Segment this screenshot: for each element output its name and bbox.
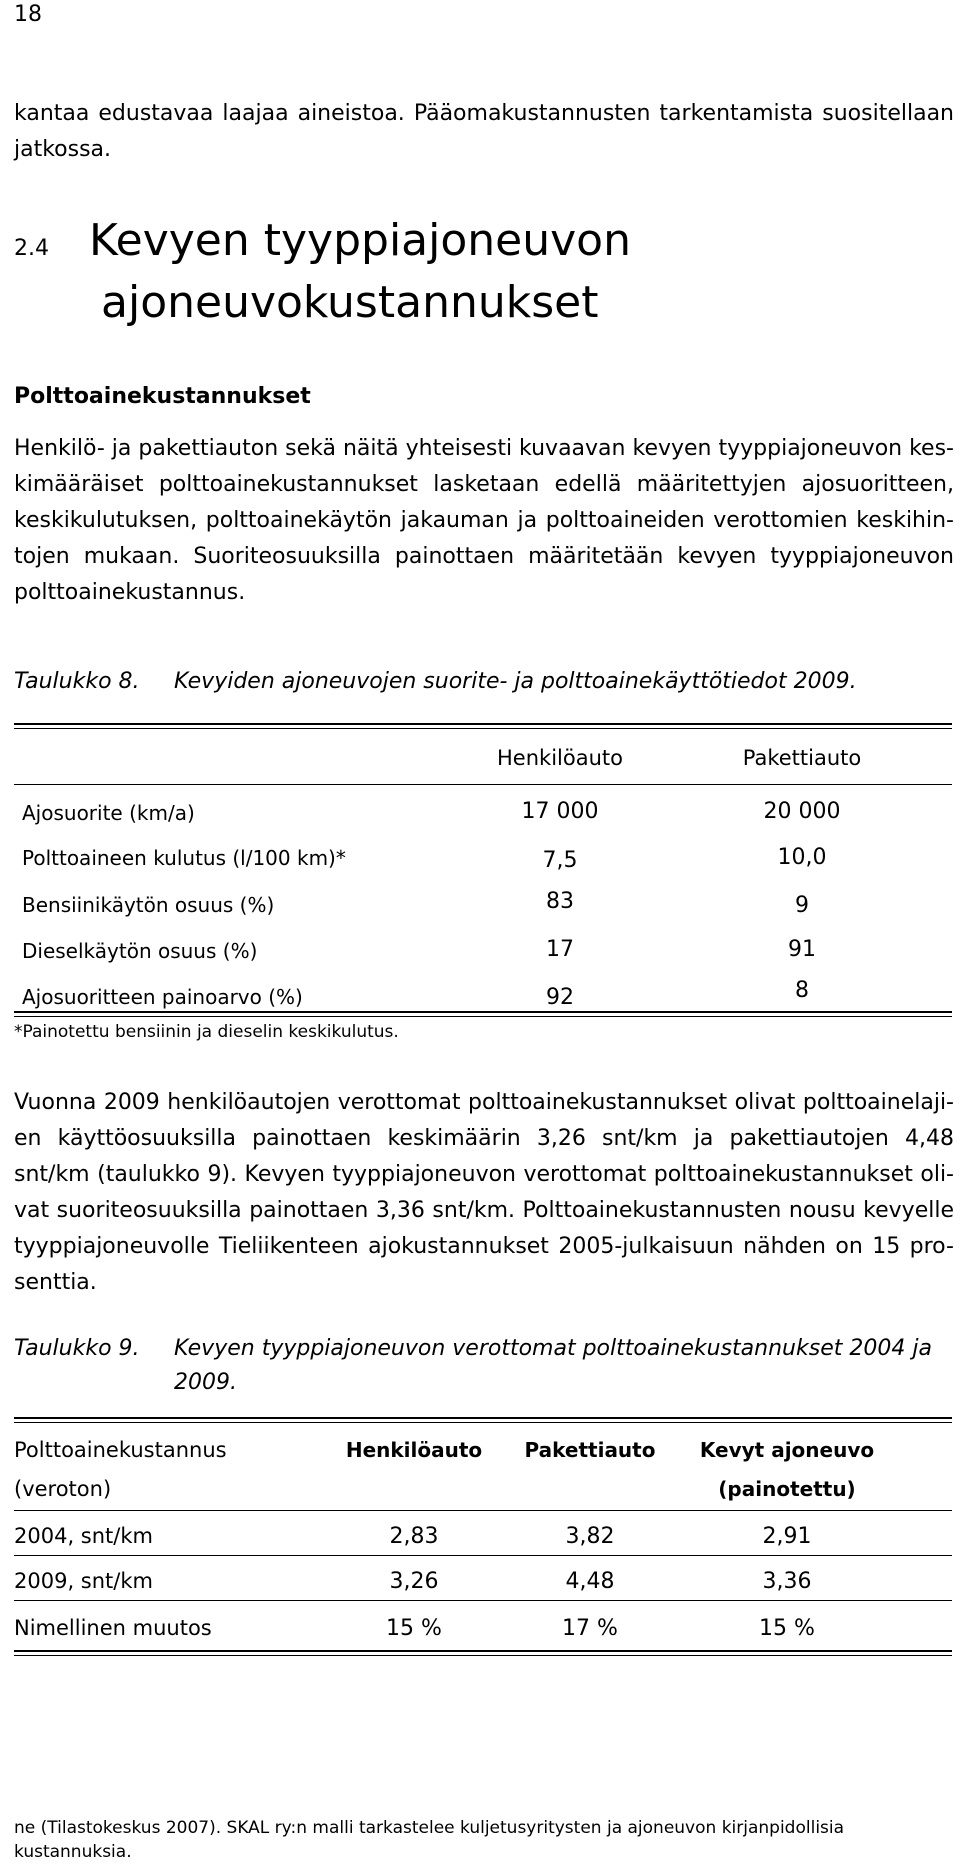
table-9-header-light: Kevyt ajoneuvo (699, 1438, 875, 1462)
table-9-row-rule (14, 1555, 952, 1556)
text-line: tyyppiajoneuvolle Tieliikenteen ajokustannukset 2005-julkaisuun nähden on 15 pro- (14, 1234, 954, 1259)
section-title-line-1: Kevyen tyyppiajoneuvon (89, 215, 631, 266)
table-8-row-car: 92 (546, 985, 574, 1010)
table-9-bottom-rule-inner (14, 1655, 952, 1656)
table-8-row-van: 9 (795, 893, 809, 918)
table-9-row-rule (14, 1600, 952, 1601)
table-9-row-light: 2,91 (762, 1524, 812, 1549)
table-8-row-label: Ajosuorite (km/a) (22, 801, 195, 825)
table-9-row-label: 2009, snt/km (14, 1569, 153, 1593)
table-8-bottom-rule (14, 1011, 952, 1013)
table-9-row-label: 2004, snt/km (14, 1524, 153, 1548)
table-9-header-label: Polttoainekustannus (14, 1438, 227, 1462)
text-line: en käyttöosuuksilla painottaen keskimäärin 3,26 snt/km ja pakettiautojen 4,48 (14, 1126, 954, 1151)
table-8-row-car: 83 (546, 889, 574, 914)
table-8-row-label: Ajosuoritteen painoarvo (%) (22, 985, 303, 1009)
section-title-line-2: ajoneuvokustannukset (101, 277, 599, 328)
table-9-row-car: 3,26 (389, 1569, 439, 1594)
table-9-top-rule-inner (14, 1422, 952, 1423)
text-line: polttoainekustannus. (14, 580, 246, 605)
table-8-row-car: 17 (546, 937, 574, 962)
text-line: keskikulutuksen, polttoainekäytön jakauman ja polttoaineiden verottomien keskihin- (14, 508, 954, 533)
table-9-caption (14, 1332, 954, 1402)
table-9-header-label: (veroton) (14, 1477, 112, 1501)
text-line: senttia. (14, 1270, 97, 1295)
table-9-label: Taulukko 9. (14, 1336, 140, 1361)
table-8-row-car: 7,5 (542, 848, 578, 873)
table-9-row-car: 2,83 (389, 1524, 439, 1549)
table-8-top-rule-inner (14, 728, 952, 729)
table-8-title: Kevyiden ajoneuvojen suorite- ja polttoainekäyttötiedot 2009. (174, 669, 857, 694)
text-line: kimääräiset polttoainekustannukset lasketaan edellä määritettyjen ajosuoritteen, (14, 472, 954, 497)
table-9-row-van: 17 % (562, 1616, 618, 1641)
table-9-row-light: 15 % (759, 1616, 815, 1641)
table-8-row-van: 8 (795, 978, 809, 1003)
table-9-header-car: Henkilöauto (345, 1438, 483, 1462)
table-9-top-rule (14, 1417, 952, 1419)
table-8-row-label: Polttoaineen kulutus (l/100 km)* (22, 846, 346, 870)
table-8-row-label: Dieselkäytön osuus (%) (22, 939, 258, 963)
table-8-footnote: *Painotettu bensiinin ja dieselin keskikulutus. (14, 1022, 399, 1042)
text-line: jatkossa. (14, 137, 112, 162)
table-9-row-van: 3,82 (565, 1524, 615, 1549)
table-9-row-light: 3,36 (762, 1569, 812, 1594)
text-line: tojen mukaan. Suoriteosuuksilla painottaen määritetään kevyen tyyppiajoneuvon (14, 544, 954, 569)
text-line: vat suoriteosuuksilla painottaen 3,36 snt/km. Polttoainekustannusten nousu kevyelle (14, 1198, 954, 1223)
paragraph-2 (14, 1085, 954, 1301)
section-number: 2.4 (14, 236, 49, 261)
table-9-header-van: Pakettiauto (524, 1438, 656, 1462)
table-8-row-car: 17 000 (521, 799, 599, 824)
intro-paragraph (14, 96, 954, 168)
table-9-title-line: 2009. (174, 1370, 237, 1395)
table-9-row-car: 15 % (386, 1616, 442, 1641)
table-9-row-label: Nimellinen muutos (14, 1616, 212, 1640)
subheading: Polttoainekustannukset (14, 384, 311, 409)
table-8-header-van: Pakettiauto (742, 746, 862, 770)
table-8-caption (14, 665, 954, 699)
text-line: Henkilö- ja pakettiauton sekä näitä yhteisesti kuvaavan kevyen tyyppiajoneuvon kes- (14, 436, 954, 461)
text-line: kantaa edustavaa laajaa aineistoa. Pääomakustannusten tarkentamista suositellaan (14, 101, 954, 126)
table-8-row-van: 10,0 (777, 845, 827, 870)
page-number: 18 (14, 2, 42, 27)
bottom-footnote: ne (Tilastokeskus 2007). SKAL ry:n malli tarkastelee kuljetusyritysten ja ajoneuvon kirjanpidollisia kustannuksia. (14, 1818, 845, 1862)
table-9-header-light: (painotettu) (718, 1477, 856, 1501)
section-heading (14, 214, 631, 330)
table-8-row-van: 91 (788, 937, 816, 962)
text-line: snt/km (taulukko 9). Kevyen tyyppiajoneuvon verottomat polttoainekustannukset oli- (14, 1162, 954, 1187)
table-9-bottom-rule (14, 1650, 952, 1652)
table-8-header-car: Henkilöauto (497, 746, 623, 770)
paragraph-1 (14, 431, 954, 611)
table-9-row-van: 4,48 (565, 1569, 615, 1594)
table-8-bottom-rule-inner (14, 1016, 952, 1017)
table-9-header-rule (14, 1510, 952, 1511)
table-9-title-line: Kevyen tyyppiajoneuvon verottomat polttoainekustannukset 2004 ja (174, 1336, 932, 1361)
table-8-label: Taulukko 8. (14, 669, 140, 694)
table-8-top-rule (14, 723, 952, 725)
table-8-header-rule (14, 784, 952, 785)
text-line: Vuonna 2009 henkilöautojen verottomat polttoainekustannukset olivat polttoainelaji- (14, 1090, 954, 1115)
table-8-row-van: 20 000 (763, 799, 841, 824)
table-9-title (174, 1332, 954, 1400)
table-8-row-label: Bensiinikäytön osuus (%) (22, 893, 275, 917)
